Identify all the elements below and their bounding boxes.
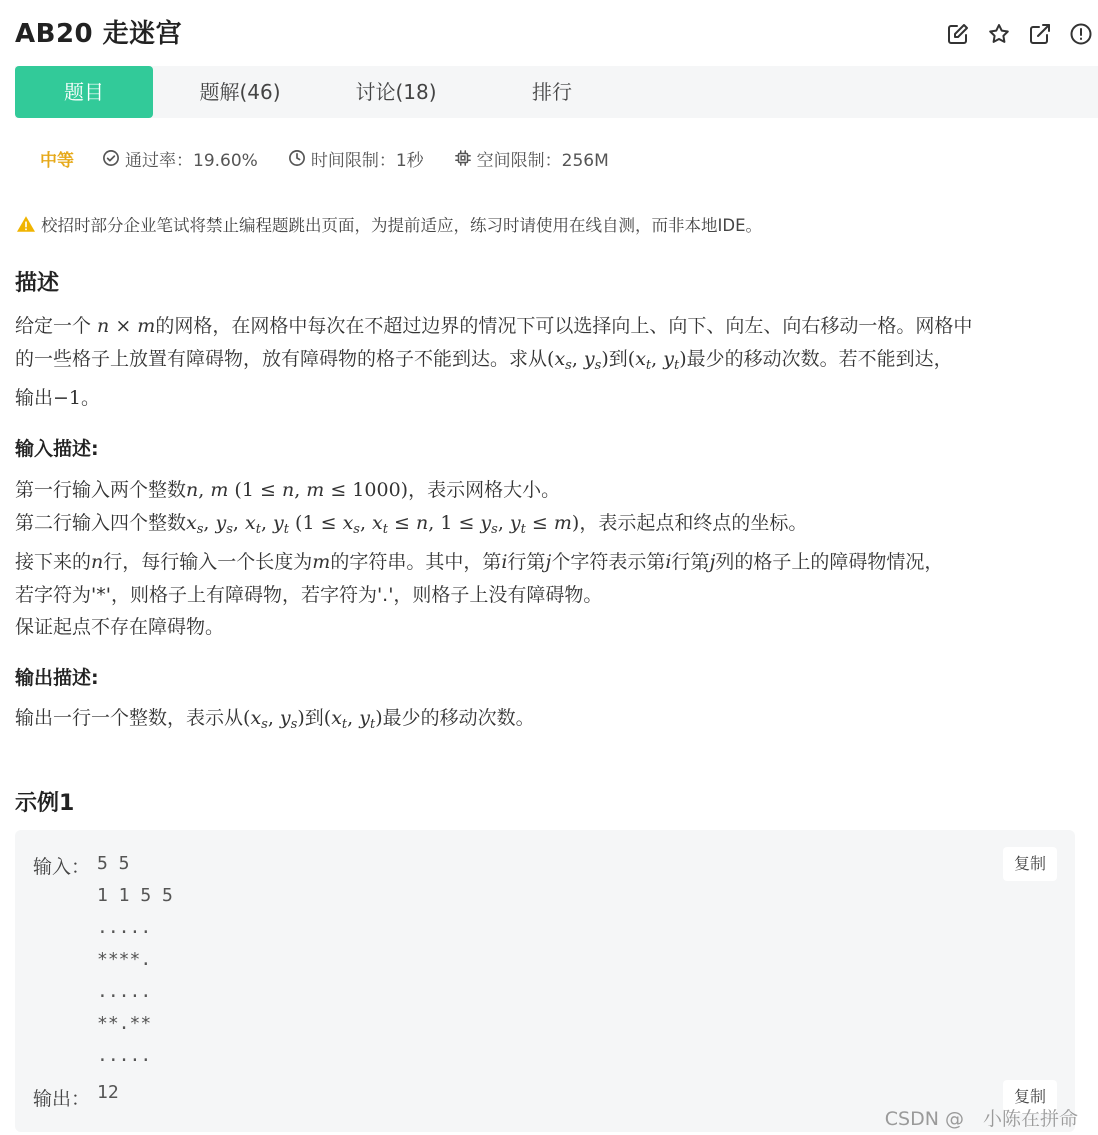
example-input[interactable] bbox=[97, 848, 173, 1072]
example-input-line: ****. bbox=[97, 949, 152, 970]
time-limit-text: 时间限制：1秒 bbox=[310, 150, 424, 171]
external-link-icon[interactable] bbox=[1028, 22, 1052, 46]
tab-discussion[interactable]: 讨论(18) bbox=[355, 80, 437, 104]
tab-solutions[interactable]: 题解(46) bbox=[199, 80, 281, 104]
check-circle-icon bbox=[102, 149, 120, 167]
edit-icon[interactable] bbox=[946, 22, 970, 46]
description-text: 给定一个 n × m的网格，在网格中每次在不超过边界的情况下可以选择向上、向下、向左、向右移动一格。网格中 的一些格子上放置有障碍物，放有障碍物的格子不能到达。求从($x_s$, $y_s$)到($x_t$, $y_t$)最少的移动次数。若不能到达， 输出−1。 bbox=[15, 315, 973, 409]
example-input-label: 输入： bbox=[33, 856, 91, 878]
ide-notice bbox=[16, 212, 762, 236]
notice-text: 校招时部分企业笔试将禁止编程题跳出页面，为提前适应，练习时请使用在线自测，而非本地IDE。 bbox=[41, 216, 762, 235]
tab-problem[interactable]: 题目 bbox=[15, 66, 153, 118]
example-heading: 示例1 bbox=[15, 791, 75, 816]
example-input-line: ..... bbox=[97, 1045, 152, 1066]
input-desc-text: 第一行输入两个整数n, m (1 ≤ n, m ≤ 1000)，表示网格大小。 第二行输入四个整数$x_s$, $y_s$, $x_t$, $y_t$ ($1 \le x_s$, $x_t \le n$, $1 \le y_s$, $y_t \le m$)，表示起点和终点的坐标。 接下来的n行，每行输入一个长度为m的字符串。其中，第i行第j个字符表示第i行第j列的格子上的障碍物情况， 若字符为'*'，则格子上有障碍物，若字符为'.'，则格子上没有障碍物。 保证起点不存在障碍物。 bbox=[15, 479, 944, 638]
tab-bar bbox=[15, 66, 1098, 118]
page-title: AB20 走迷宫 bbox=[15, 19, 183, 49]
example-box bbox=[15, 830, 1075, 1132]
example-input-line: 1 1 5 5 bbox=[97, 885, 173, 906]
chip-icon bbox=[454, 149, 472, 167]
example-input-line: **.** bbox=[97, 1013, 152, 1034]
time-limit bbox=[288, 146, 424, 171]
report-icon[interactable] bbox=[1069, 22, 1093, 46]
pass-rate-text: 通过率：19.60% bbox=[125, 150, 258, 171]
title-actions bbox=[946, 22, 1093, 46]
example-input-line: ..... bbox=[97, 981, 152, 1002]
description-heading: 描述 bbox=[15, 271, 60, 296]
copy-output-button[interactable]: 复制 bbox=[1003, 1080, 1057, 1114]
problem-meta bbox=[40, 144, 639, 172]
example-input-line: 5 5 bbox=[97, 853, 130, 874]
copy-input-button[interactable]: 复制 bbox=[1003, 847, 1057, 881]
space-limit-text: 空间限制：256M bbox=[476, 150, 609, 171]
example-input-line: ..... bbox=[97, 917, 152, 938]
example-output-label: 输出： bbox=[33, 1088, 91, 1110]
input-desc-heading: 输入描述: bbox=[15, 438, 99, 460]
pass-rate bbox=[102, 146, 258, 171]
output-desc-heading: 输出描述: bbox=[15, 667, 99, 689]
title-row bbox=[15, 14, 1095, 54]
warning-icon bbox=[16, 215, 36, 233]
tab-ranking[interactable]: 排行 bbox=[532, 80, 572, 104]
clock-icon bbox=[288, 149, 306, 167]
watermark: CSDN @ 小陈在拼命 bbox=[884, 1108, 1078, 1130]
space-limit bbox=[454, 146, 609, 171]
example-output[interactable]: 12 bbox=[97, 1082, 119, 1103]
star-icon[interactable] bbox=[987, 22, 1011, 46]
difficulty-badge: 中等 bbox=[40, 150, 74, 171]
output-desc-text: 输出一行一个整数，表示从($x_s$, $y_s$)到($x_t$, $y_t$)最少的移动次数。 bbox=[15, 707, 535, 732]
